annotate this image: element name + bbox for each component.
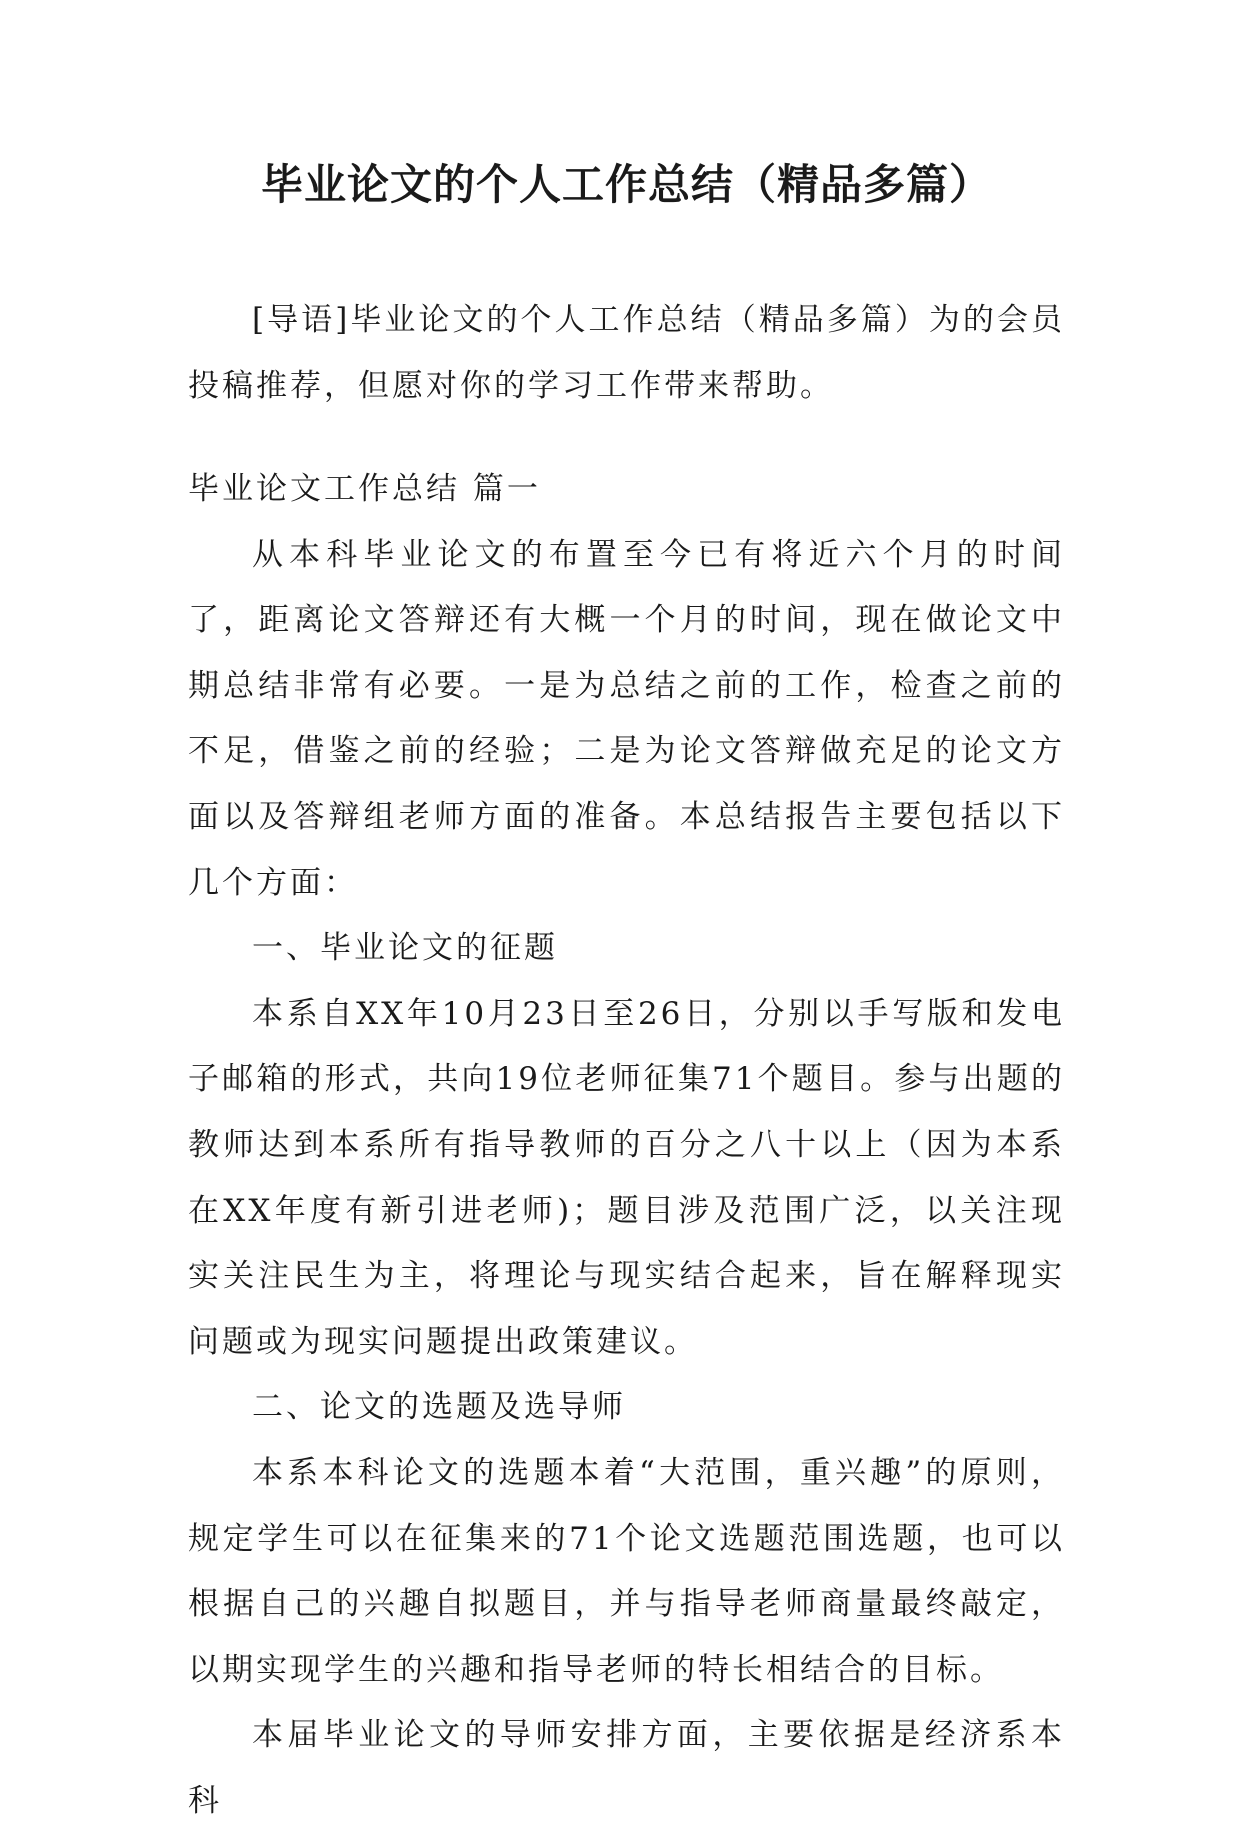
subheading-1: 一、毕业论文的征题 bbox=[252, 930, 558, 967]
intro-paragraph: [导语]毕业论文的个人工作总结（精品多篇）为的会员投稿推荐，但愿对你的学习工作带来帮助。 bbox=[188, 302, 1065, 404]
subheading-2: 二、论文的选题及选导师 bbox=[252, 1389, 626, 1426]
document-body bbox=[188, 457, 1065, 1834]
body-paragraph: 本系自XX年10月23日至26日，分别以手写版和发电子邮箱的形式，共向19位老师征集71个题目。参与出题的教师达到本系所有指导教师的百分之八十以上（因为本系在XX年度有新引进老师)；题目涉及范围广泛，以关注现实关注民生为主，将理论与现实结合起来，旨在解释现实问题或为现实问题提出政策建议。 bbox=[188, 995, 1065, 1360]
document-title: 毕业论文的个人工作总结（精品多篇） bbox=[260, 160, 992, 209]
body-paragraph: 本届毕业论文的导师安排方面，主要依据是经济系本科 bbox=[188, 1717, 1065, 1819]
section-title: 毕业论文工作总结 篇一 bbox=[188, 471, 541, 507]
body-paragraph: 本系本科论文的选题本着“大范围，重兴趣”的原则，规定学生可以在征集来的71个论文选题范围选题，也可以根据自己的兴趣自拟题目，并与指导老师商量最终敲定，以期实现学生的兴趣和指导老师的特长相结合的目标。 bbox=[188, 1454, 1065, 1688]
body-paragraph: 从本科毕业论文的布置至今已有将近六个月的时间了，距离论文答辩还有大概一个月的时间，现在做论文中期总结非常有必要。一是为总结之前的工作，检查之前的不足，借鉴之前的经验；二是为论文答辩做充足的论文方面以及答辩组老师方面的准备。本总结报告主要包括以下几个方面： bbox=[188, 536, 1065, 901]
